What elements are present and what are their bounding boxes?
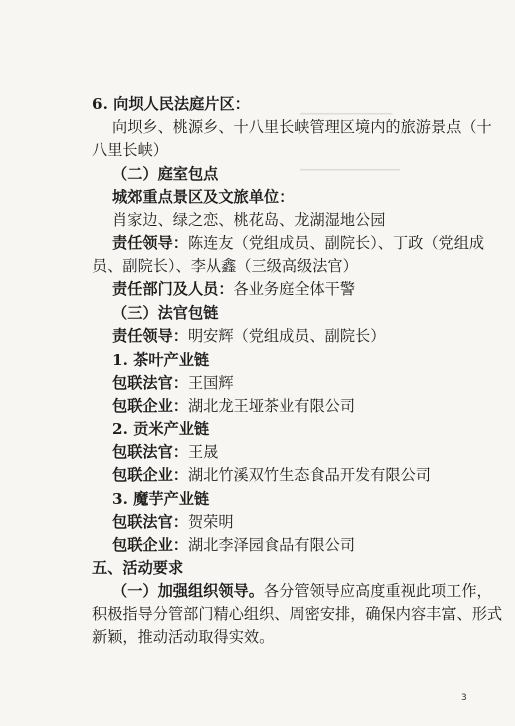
section3-leader-label: 责任领导： bbox=[112, 327, 188, 345]
dept-value: 各业务庭全体干警 bbox=[233, 280, 355, 298]
section2-leaders-line1 bbox=[112, 232, 484, 254]
section2-places: 肖家边、绿之恋、桃花岛、龙湖湿地公园 bbox=[112, 211, 386, 229]
section6-desc-line1: 向坝乡、桃源乡、十八里长峡管理区境内的旅游景点（十 bbox=[112, 118, 492, 136]
section5-heading: 五、活动要求 bbox=[92, 559, 184, 577]
chain3-judge-value: 贺荣明 bbox=[187, 513, 234, 531]
section2-heading: （二）庭室包点 bbox=[112, 165, 219, 183]
chain1-judge bbox=[112, 372, 234, 394]
bleed-through-text: ▁▁▁▁▁▁▁▁▁▁▁▁ bbox=[300, 104, 393, 115]
section5-p1-line1 bbox=[112, 580, 492, 602]
leaders-value-line1: 陈连友（党组成员、副院长）、丁政（党组成 bbox=[187, 234, 485, 252]
chain1-title: 1. 茶叶产业链 bbox=[112, 351, 210, 369]
section5-p1-line3: 新颖，推动活动取得实效。 bbox=[92, 628, 275, 646]
chain3-company bbox=[112, 534, 355, 556]
chain3-company-value: 湖北李泽园食品有限公司 bbox=[187, 536, 355, 554]
chain1-company-label: 包联企业： bbox=[112, 397, 188, 415]
section3-leader bbox=[112, 325, 385, 347]
chain2-company-value: 湖北竹溪双竹生态食品开发有限公司 bbox=[187, 466, 431, 484]
section2-dept bbox=[112, 278, 355, 300]
section2-leaders-line2: 员、副院长）、李从鑫（三级高级法官） bbox=[92, 257, 358, 275]
page-number: 3 bbox=[461, 693, 467, 703]
section6-heading: 6. 向坝人民法庭片区： bbox=[92, 95, 250, 113]
dept-label: 责任部门及人员： bbox=[112, 280, 234, 298]
section5-p1-text: 各分管领导应高度重视此项工作， bbox=[263, 582, 492, 600]
chain2-company-label: 包联企业： bbox=[112, 466, 188, 484]
chain2-judge-value: 王晟 bbox=[187, 443, 219, 461]
section3-heading: （三）法官包链 bbox=[112, 304, 219, 322]
section2-subheading: 城郊重点景区及文旅单位： bbox=[112, 188, 295, 206]
section5-p1-line2: 积极指导分管部门精心组织、周密安排，确保内容丰富、形式 bbox=[92, 605, 503, 623]
chain1-judge-label: 包联法官： bbox=[112, 374, 188, 392]
chain2-company bbox=[112, 464, 431, 486]
chain1-judge-value: 王国辉 bbox=[187, 374, 234, 392]
chain2-judge bbox=[112, 441, 218, 463]
section5-p1-bold: （一）加强组织领导。 bbox=[112, 582, 264, 600]
chain3-title: 3. 魔芋产业链 bbox=[112, 490, 210, 508]
chain3-judge-label: 包联法官： bbox=[112, 513, 188, 531]
section6-desc-line2: 八里长峡） bbox=[92, 141, 168, 159]
section3-leader-value: 明安辉（党组成员、副院长） bbox=[187, 327, 386, 345]
chain2-judge-label: 包联法官： bbox=[112, 443, 188, 461]
chain2-title: 2. 贡米产业链 bbox=[112, 420, 210, 438]
chain1-company-value: 湖北龙王垭茶业有限公司 bbox=[187, 397, 355, 415]
chain1-company bbox=[112, 395, 355, 417]
leaders-label: 责任领导： bbox=[112, 234, 188, 252]
bleed-through-text: ▁▁▁▁▁▁▁▁▁▁▁▁▁ bbox=[300, 160, 400, 171]
chain3-judge bbox=[112, 511, 234, 533]
chain3-company-label: 包联企业： bbox=[112, 536, 188, 554]
